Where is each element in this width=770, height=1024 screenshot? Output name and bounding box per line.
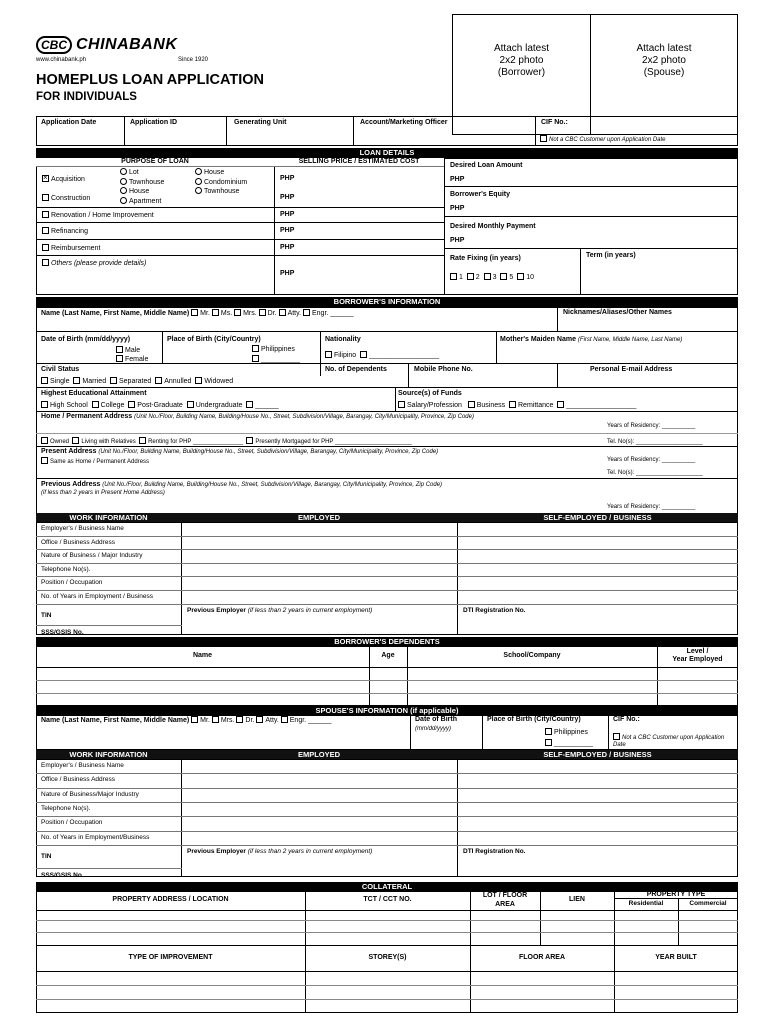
swork-row-2: Nature of Business/Major Industry <box>41 790 139 798</box>
dep-age-col: Age <box>381 652 395 659</box>
mobile-label: Mobile Phone No. <box>414 366 473 373</box>
previous-years[interactable]: Years of Residency: __________ <box>607 504 696 510</box>
spouse-self-header: SELF-EMPLOYED / BUSINESS <box>457 750 738 759</box>
acquisition-option[interactable]: ×Acquisition <box>42 175 85 184</box>
swork-row-3: Telephone No(s). <box>41 804 91 812</box>
funds-label: Source(s) of Funds <box>398 390 462 397</box>
cif-label: CIF No.: <box>541 119 568 126</box>
year-built-col: YEAR BUILT <box>655 954 697 961</box>
dep-year-col: Year Employed <box>672 656 723 663</box>
work-sss-label: SSS/GSIS No. <box>41 628 84 636</box>
loan-details-header: LOAN DETAILS <box>36 148 738 158</box>
improvement-col: TYPE OF IMPROVEMENT <box>128 954 213 961</box>
desired-amount-label: Desired Loan Amount <box>450 162 523 169</box>
php-acq[interactable]: PHP <box>280 175 295 182</box>
borrower-photo-line1: Attach latest <box>493 43 550 54</box>
residential-col: Residential <box>628 900 664 907</box>
civil-options[interactable]: Single Married Separated Annulled Widowed <box>41 377 233 386</box>
spouse-dob-label: Date of Birth <box>415 716 457 723</box>
spouse-pob-ph[interactable]: Philippines <box>545 728 588 737</box>
home-years[interactable]: Years of Residency: __________ <box>607 423 696 429</box>
php-monthly[interactable]: PHP <box>450 237 465 244</box>
refinancing-option[interactable]: Refinancing <box>42 227 88 236</box>
spouse-work-header: WORK INFORMATION <box>36 750 181 759</box>
application-date-label: Application Date <box>41 119 97 126</box>
swork-tin-label: TIN <box>41 852 52 860</box>
lot-col: LOT / FLOOR <box>482 892 528 899</box>
form-title: HOMEPLUS LOAN APPLICATION <box>36 72 264 88</box>
swork-dti-label: DTI Registration No. <box>463 847 526 855</box>
brand-since: Since 1920 <box>178 57 209 63</box>
commercial-col: Commercial <box>689 900 727 907</box>
others-option[interactable]: Others (please provide details) <box>42 259 146 268</box>
swork-prev-employer: Previous Employer (if less than 2 years in current employment) <box>187 847 373 855</box>
work-prev-employer: Previous Employer (if less than 2 years in current employment) <box>187 606 373 614</box>
spouse-pob-label: Place of Birth (City/Country) <box>487 716 581 723</box>
php-renovation[interactable]: PHP <box>280 211 295 218</box>
nickname-label: Nicknames/Aliases/Other Names <box>563 309 672 316</box>
monthly-label: Desired Monthly Payment <box>450 223 536 230</box>
spouse-header: SPOUSE'S INFORMATION (if applicable) <box>36 706 738 715</box>
property-type-col: PROPERTY TYPE <box>646 891 706 898</box>
dep-name-col: Name <box>192 652 213 659</box>
work-header: WORK INFORMATION <box>36 513 181 522</box>
rate-label: Rate Fixing (in years) <box>450 255 521 262</box>
term-label: Term (in years) <box>586 252 636 259</box>
spouse-photo-line2: 2x2 photo <box>642 55 686 66</box>
borrower-photo-line2: 2x2 photo <box>499 55 544 66</box>
dependents-label: No. of Dependents <box>325 366 387 373</box>
work-row-0: Employer's / Business Name <box>41 525 124 532</box>
spouse-not-cbc[interactable]: Not a CBC Customer upon Application Date <box>613 735 725 748</box>
work-tin-label: TIN <box>41 611 52 619</box>
dob-label: Date of Birth (mm/dd/yyyy) <box>41 336 131 343</box>
townhouse2-radio[interactable]: Townhouse <box>195 187 239 196</box>
storey-col: STOREY(S) <box>368 954 407 961</box>
pob-ph-option[interactable]: Philippines <box>252 345 295 354</box>
work-row-3: Telephone No(s). <box>41 565 91 573</box>
not-cbc-checkbox[interactable] <box>540 135 547 142</box>
collateral-header: COLLATERAL <box>36 882 738 891</box>
previous-address-label: Previous Address (Unit No./Floor, Building Name, Building/House No., Street, Subdivision/Village, Barangay, City/Municipality, Province, Zip Code) <box>41 481 443 488</box>
renovation-option[interactable]: Renovation / Home Improvement <box>42 211 154 220</box>
bank-logo <box>36 36 216 62</box>
work-dti-label: DTI Registration No. <box>463 606 526 614</box>
civil-label: Civil Status <box>41 366 80 373</box>
funds-options[interactable]: Salary/Profession Business Remittance __________________ <box>398 401 636 410</box>
education-options[interactable]: High School College Post-Graduate Undergraduate ______ <box>41 401 279 410</box>
home-ownership[interactable]: Owned Living with Relatives Renting for PHP _______________ Presently Mortgaged for PHP _______________________ <box>41 437 412 446</box>
email-label: Personal E-mail Address <box>590 366 673 373</box>
pob-label: Place of Birth (City/Country) <box>167 336 261 343</box>
home-address-label: Home / Permanent Address (Unit No./Floor, Building Name, Building/House No., Street, Subdivision/Village, Barangay, City/Municipality, Province, Zip Code) <box>41 413 474 420</box>
present-address-label: Present Address (Unit No./Floor, Building Name, Building/House No., Street, Subdivision/Village, Barangay, City/Municipality, Province, Zip Code) <box>41 448 439 455</box>
education-label: Highest Educational Attainment <box>41 390 147 397</box>
pob-other-option[interactable]: __________ <box>252 355 300 364</box>
townhouse-radio[interactable]: Townhouse <box>120 178 164 187</box>
dep-level-col: Level / <box>686 648 709 655</box>
swork-sss-label: SSS/GSIS No. <box>41 871 84 879</box>
php-equity[interactable]: PHP <box>450 205 465 212</box>
rate-options[interactable]: 1 2 3 5 10 <box>450 273 534 282</box>
spouse-cif-label: CIF No.: <box>613 716 640 723</box>
work-row-2: Nature of Business / Major Industry <box>41 552 143 560</box>
logo-mark: CBC <box>36 36 72 54</box>
generating-unit-label: Generating Unit <box>234 119 287 126</box>
not-cbc-customer[interactable]: Not a CBC Customer upon Application Date <box>540 135 666 144</box>
borrower-photo-line3: (Borrower) <box>497 67 546 78</box>
php-refinancing[interactable]: PHP <box>280 227 295 234</box>
floor-area-col: FLOOR AREA <box>518 954 566 961</box>
condo-radio[interactable]: Condominium <box>195 178 247 187</box>
construction-option[interactable]: Construction <box>42 194 90 203</box>
female-option[interactable]: Female <box>116 355 148 364</box>
lien-col: LIEN <box>569 896 585 903</box>
purpose-header: PURPOSE OF LOAN <box>36 158 274 166</box>
home-tel[interactable]: Tel. No(s): ____________________ <box>607 439 703 445</box>
present-years[interactable]: Years of Residency: __________ <box>607 457 696 463</box>
work-row-5: No. of Years in Employment / Business <box>41 593 154 600</box>
male-option[interactable]: Male <box>116 346 140 355</box>
equity-label: Borrower's Equity <box>450 191 511 198</box>
lot-radio[interactable]: Lot <box>120 168 139 177</box>
borrower-header: BORROWER'S INFORMATION <box>36 297 738 307</box>
mother-label: Mother's Maiden Name (First Name, Middle Name, Last Name) <box>500 336 683 343</box>
nationality-label: Nationality <box>325 336 361 343</box>
php-con[interactable]: PHP <box>280 194 295 201</box>
form-subtitle: FOR INDIVIDUALS <box>36 91 137 103</box>
area-col: AREA <box>495 901 515 908</box>
brand-name: CHINABANK <box>76 36 178 53</box>
brand-url: www.chinabank.ph <box>36 57 87 63</box>
spouse-name-row[interactable]: Name (Last Name, First Name, Middle Name) Mr. Mrs. Dr. Atty. Engr. ______ <box>41 717 332 724</box>
present-tel[interactable]: Tel. No(s): ____________________ <box>607 470 703 476</box>
dep-school-col: School/Company <box>503 652 561 659</box>
selling-header: SELLING PRICE / ESTIMATED COST <box>274 158 444 166</box>
swork-row-1: Office / Business Address <box>41 776 115 784</box>
spouse-photo-line1: Attach latest <box>636 43 692 54</box>
php-reimbursement[interactable]: PHP <box>280 244 295 251</box>
spouse-photo-line3: (Spouse) <box>643 67 685 78</box>
spouse-pob-other[interactable]: __________ <box>545 739 593 748</box>
php-others[interactable]: PHP <box>280 270 295 277</box>
apartment-radio[interactable]: Apartment <box>120 197 161 206</box>
nationality-options[interactable]: Filipino __________________ <box>325 351 439 360</box>
spouse-dob-format: (mm/dd/yyyy) <box>415 726 451 732</box>
work-row-4: Position / Occupation <box>41 579 103 587</box>
self-employed-header: SELF-EMPLOYED / BUSINESS <box>457 513 738 522</box>
swork-row-0: Employer's / Business Name <box>41 762 124 769</box>
officer-label: Account/Marketing Officer <box>360 119 448 126</box>
house-radio[interactable]: House <box>120 187 149 196</box>
tct-col: TCT / CCT NO. <box>363 896 412 903</box>
dependents-header: BORROWER'S DEPENDENTS <box>36 637 738 646</box>
swork-row-5: No. of Years in Employment/Business <box>41 833 150 841</box>
property-address-col: PROPERTY ADDRESS / LOCATION <box>112 896 229 903</box>
previous-note: (if less than 2 years in Present Home Address) <box>41 490 165 496</box>
php-desired[interactable]: PHP <box>450 176 465 183</box>
borrower-name-row[interactable]: Name (Last Name, First Name, Middle Name) Mr. Ms. Mrs. Dr. Atty. Engr. ______ <box>41 310 354 317</box>
application-id-label: Application ID <box>130 119 178 126</box>
reimbursement-option[interactable]: Reimbursement <box>42 244 100 253</box>
employed-header: EMPLOYED <box>181 513 457 522</box>
same-as-home[interactable]: Same as Home / Permanent Address <box>41 457 149 466</box>
house2-radio[interactable]: House <box>195 168 224 177</box>
swork-row-4: Position / Occupation <box>41 819 103 827</box>
work-row-1: Office / Business Address <box>41 538 115 546</box>
spouse-employed-header: EMPLOYED <box>181 750 457 759</box>
